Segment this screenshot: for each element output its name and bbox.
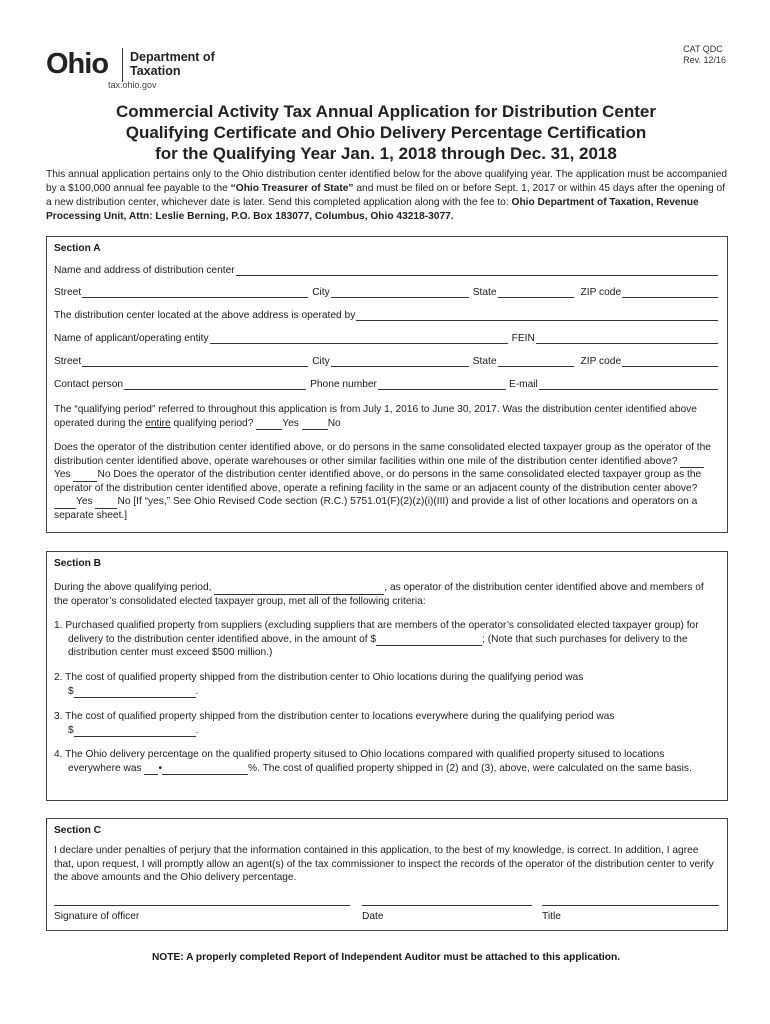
item1-note: ; (Note that such purchases for delivery to the distribution center must exceed $500 million.) xyxy=(68,633,688,658)
city-field[interactable] xyxy=(331,288,469,298)
q2-yes-label: Yes xyxy=(54,469,71,480)
ohio-logo: Ohio xyxy=(46,48,109,80)
label-street: Street xyxy=(54,287,82,298)
q1-yes-label: Yes xyxy=(282,417,299,429)
form-title xyxy=(46,101,726,164)
label-state: State xyxy=(472,356,497,367)
q3-yes-label: Yes xyxy=(76,496,93,507)
label-operated-by: The distribution center located at the above address is operated by xyxy=(54,310,356,321)
intro-text2: and must be filed on or before Sept. 1, 2017 or within 45 days after the opening of a new distribution center, whichever date is later. Send this completed application along with the fee to: xyxy=(46,183,726,208)
item3-text: 3. The cost of qualified property shipped from the distribution center to locations everywhere during the qualifying period was xyxy=(54,711,615,722)
name-address-field[interactable] xyxy=(236,266,718,276)
section-b-intro2: , as operator of the distribution center identified above and members of the operator’s consolidated elected taxpayer group, met all of the following criteria: xyxy=(54,582,704,607)
street-field[interactable] xyxy=(82,288,308,298)
signature-line[interactable] xyxy=(54,905,350,906)
label-zip: ZIP code xyxy=(580,287,622,298)
declaration-text: I declare under penalties of perjury that the information contained in this application, to the best of my knowledge, is correct. In addition, I agree that, upon request, I will promptly allow an agent(s) of the tax commissioner to inspect the records of the operator of the distribution center to verify the above amounts and the Ohio delivery percentage. xyxy=(54,845,714,883)
operated-by-field[interactable] xyxy=(356,311,718,321)
signature-label: Signature of officer xyxy=(54,911,140,922)
label-name-address: Name and address of distribution center xyxy=(54,265,235,276)
section-a xyxy=(46,236,728,533)
row-name-address xyxy=(54,262,719,276)
q1-entire: entire xyxy=(145,417,171,429)
item4-note: %. The cost of qualified property shipped in (2) and (3), above, were calculated on the same basis. xyxy=(248,762,692,774)
street-field[interactable] xyxy=(82,357,308,367)
auditor-note: NOTE: A properly completed Report of Independent Auditor must be attached to this application. xyxy=(151,952,621,963)
item2-period: . xyxy=(195,685,199,697)
applicant-field[interactable] xyxy=(210,334,508,344)
label-email: E-mail xyxy=(508,379,538,390)
row-street-2 xyxy=(54,353,719,367)
criteria-item-2 xyxy=(54,671,719,698)
decimal-point: • xyxy=(158,762,163,774)
row-operated-by xyxy=(54,307,719,321)
percentage-decimal-field[interactable] xyxy=(162,765,248,775)
state-field[interactable] xyxy=(498,357,574,367)
email-field[interactable] xyxy=(539,380,718,390)
question-warehouses-refining xyxy=(54,441,719,522)
purchase-amount-field[interactable] xyxy=(376,636,482,646)
section-a-title: Section A xyxy=(54,243,101,254)
item4-text: 4. The Ohio delivery percentage on the qualified property sitused to Ohio locations compared with qualified property sitused to locations everywhere was xyxy=(54,749,665,774)
logo-divider xyxy=(122,48,123,82)
label-contact: Contact person xyxy=(54,379,124,390)
q3-yes-blank[interactable] xyxy=(54,499,76,509)
intro-payee: “Ohio Treasurer of State” xyxy=(230,183,354,194)
zip-field[interactable] xyxy=(622,288,718,298)
page-header xyxy=(46,46,726,96)
q1-text2: qualifying period? xyxy=(170,417,254,429)
item2-dollar: $ xyxy=(68,685,74,697)
website-link[interactable]: tax.ohio.gov xyxy=(108,80,157,90)
label-fein: FEIN xyxy=(511,333,535,344)
section-b xyxy=(46,551,728,801)
percentage-whole-field[interactable] xyxy=(144,765,158,775)
q1-no-label: No xyxy=(327,417,341,429)
intro-paragraph xyxy=(46,168,728,224)
everywhere-cost-field[interactable] xyxy=(74,727,196,737)
item3-dollar: $ xyxy=(68,724,74,736)
phone-field[interactable] xyxy=(378,380,506,390)
q3-tail: No [If “yes,” See Ohio Revised Code section (R.C.) 5751.01(F)(2)(z)(i)(III) and provide a list of other locations and operators on a separate sheet.] xyxy=(54,496,698,521)
operator-name-field[interactable] xyxy=(214,585,384,595)
section-c-title: Section C xyxy=(54,825,101,836)
item3-period: . xyxy=(195,724,199,736)
item2-text: 2. The cost of qualified property shipped from the distribution center to Ohio locations during the qualifying period was xyxy=(54,672,584,683)
q2-no-label: No xyxy=(97,469,111,480)
form-code-id: CAT QDC xyxy=(683,44,723,54)
intro-text1: This annual application pertains only to the Ohio distribution center identified below for the above qualifying year. The application must be accompanied by a $100,000 annual fee payable to the xyxy=(46,169,728,194)
section-b-intro xyxy=(54,581,719,608)
q2-no-blank[interactable] xyxy=(73,472,97,482)
label-zip: ZIP code xyxy=(580,356,622,367)
department-name xyxy=(130,50,215,78)
item1-text: 1. Purchased qualified property from suppliers (excluding suppliers that are members of the operator’s consolidated elected taxpayer group) for delivery to the distribution center identified above, in the amount of $ xyxy=(54,620,699,645)
row-street-1 xyxy=(54,284,719,298)
label-phone: Phone number xyxy=(310,379,377,390)
section-c xyxy=(46,818,728,931)
city-field[interactable] xyxy=(331,357,469,367)
label-state: State xyxy=(472,287,497,298)
q1-no-blank[interactable] xyxy=(302,420,328,430)
form-revision: Rev. 12/16 xyxy=(683,55,726,65)
q1-yes-blank[interactable] xyxy=(256,420,282,430)
q1-text: The “qualifying period” referred to throughout this application is from July 1, 2016 to June 30, 2017. Was the distribution center identified above operated during the xyxy=(54,404,697,429)
question-qualifying-period xyxy=(54,403,719,430)
label-street: Street xyxy=(54,356,82,367)
zip-field[interactable] xyxy=(622,357,718,367)
q3-text: Does the operator of the distribution center identified above, or do persons in the same consolidated elected taxpayer group as the operator of the distribution center identified above, operate a refining facility in the same or an adjacent county of the distribution center above? xyxy=(54,469,702,494)
form-code xyxy=(683,44,726,66)
title-line3: for the Qualifying Year Jan. 1, 2018 through Dec. 31, 2018 xyxy=(155,144,617,163)
contact-field[interactable] xyxy=(124,380,306,390)
criteria-item-1 xyxy=(54,619,719,660)
department-line1: Department of xyxy=(130,50,215,64)
q2-text: Does the operator of the distribution center identified above, or do persons in the same consolidated elected taxpayer group as the operator of the distribution center identified above, operate warehouses or other similar facilities within one mile of the distribution center identified above? xyxy=(54,442,711,467)
title-label: Title xyxy=(542,911,561,922)
title-line[interactable] xyxy=(542,905,719,906)
row-contact xyxy=(54,376,719,390)
criteria-item-4 xyxy=(54,748,719,775)
label-city: City xyxy=(312,287,330,298)
state-field[interactable] xyxy=(498,288,574,298)
ohio-cost-field[interactable] xyxy=(74,688,196,698)
fein-field[interactable] xyxy=(536,334,718,344)
q3-no-blank[interactable] xyxy=(95,499,117,509)
label-applicant: Name of applicant/operating entity xyxy=(54,333,209,344)
criteria-item-3 xyxy=(54,710,719,737)
date-label: Date xyxy=(362,911,384,922)
row-applicant xyxy=(54,330,719,344)
department-line2: Taxation xyxy=(130,64,181,78)
section-b-title: Section B xyxy=(54,558,101,569)
intro-address: Ohio Department of Taxation, Revenue Processing Unit, Attn: Leslie Berning, P.O. Box 183077, Columbus, Ohio 43218-3077. xyxy=(46,197,699,222)
title-line2: Qualifying Certificate and Ohio Delivery Percentage Certification xyxy=(125,123,647,142)
q2-yes-blank[interactable] xyxy=(680,458,704,468)
title-line1: Commercial Activity Tax Annual Application for Distribution Center xyxy=(116,102,656,121)
date-line[interactable] xyxy=(362,905,532,906)
section-b-intro1: During the above qualifying period, xyxy=(54,582,212,593)
label-city: City xyxy=(312,356,330,367)
